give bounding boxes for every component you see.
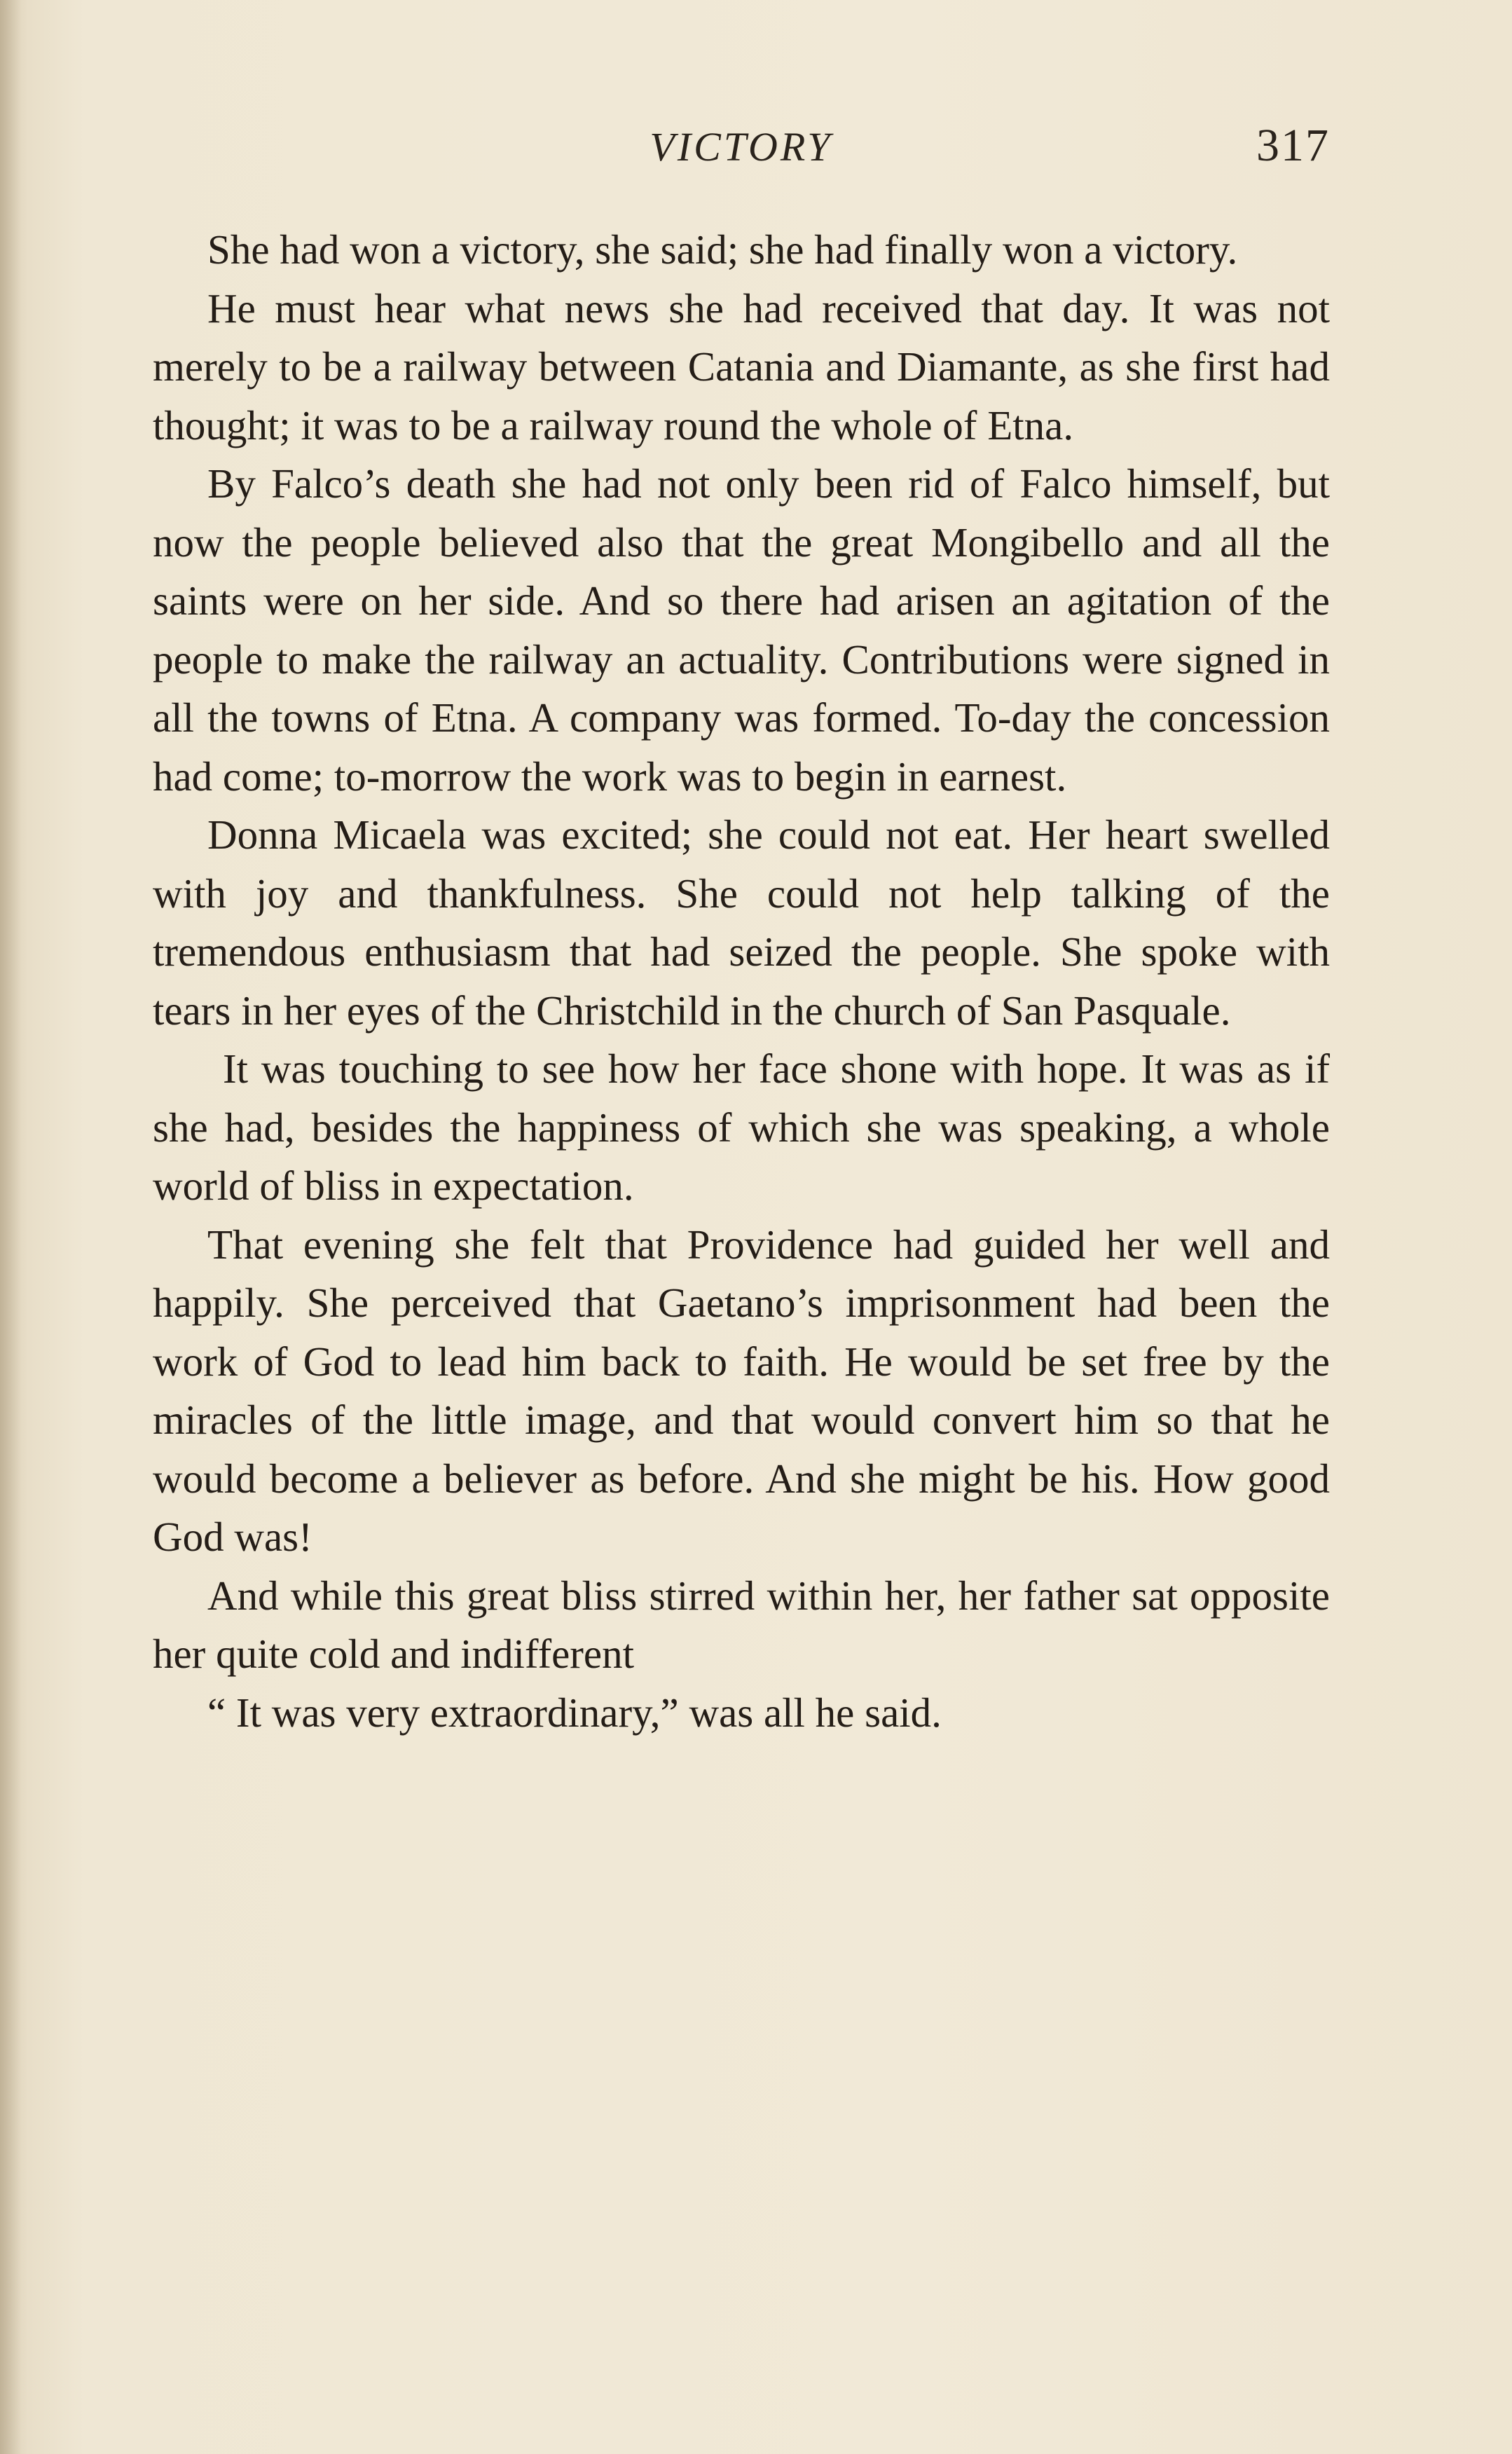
- paragraph: By Falco’s death she had not only been rid of Falco himself, but now the people believed also that the great Mongibello and all the saints were on her side. And so there had arisen an agitation of the people to make the railway an actuality. Contributions were signed in all the towns of Etna. A company was formed. To-day the concession had come; to-morrow the work was to begin in earnest.: [153, 460, 1330, 800]
- paragraph: And while this great bliss stirred within her, her father sat opposite her quite cold and indifferent: [153, 1572, 1330, 1677]
- paragraph: That evening she felt that Providence had guided her well and happily. She perceived that Gaetano’s imprisonment had been the work of God to lead him back to faith. He would be set free by the miracles of the little image, and that would convert him so that he would become a believer as before. And she might be his. How good God was!: [153, 1221, 1330, 1560]
- paragraph: He must hear what news she had received that day. It was not merely to be a railway between Catania and Diamante, as she first had thought; it was to be a railway round the whole of Etna.: [153, 285, 1330, 448]
- chapter-title: VICTORY: [650, 124, 833, 170]
- paragraph: Donna Micaela was excited; she could not eat. Her heart swelled with joy and thankfulness. She could not help talking of the tremendous enthusiasm that had seized the people. She spoke with tears in her eyes of the Christchild in the church of San Pasquale.: [153, 811, 1330, 1034]
- body-text: [153, 221, 1330, 1742]
- page-number: 317: [1256, 120, 1330, 171]
- paragraph: She had won a victory, she said; she had finally won a victory.: [207, 226, 1238, 273]
- paragraph: “ It was very extraordinary,” was all he said.: [207, 1689, 942, 1736]
- running-head: [153, 119, 1330, 182]
- paragraph: It was touching to see how her face shone with hope. It was as if she had, besides the happiness of which she was speaking, a whole world of bliss in expectation.: [153, 1046, 1330, 1209]
